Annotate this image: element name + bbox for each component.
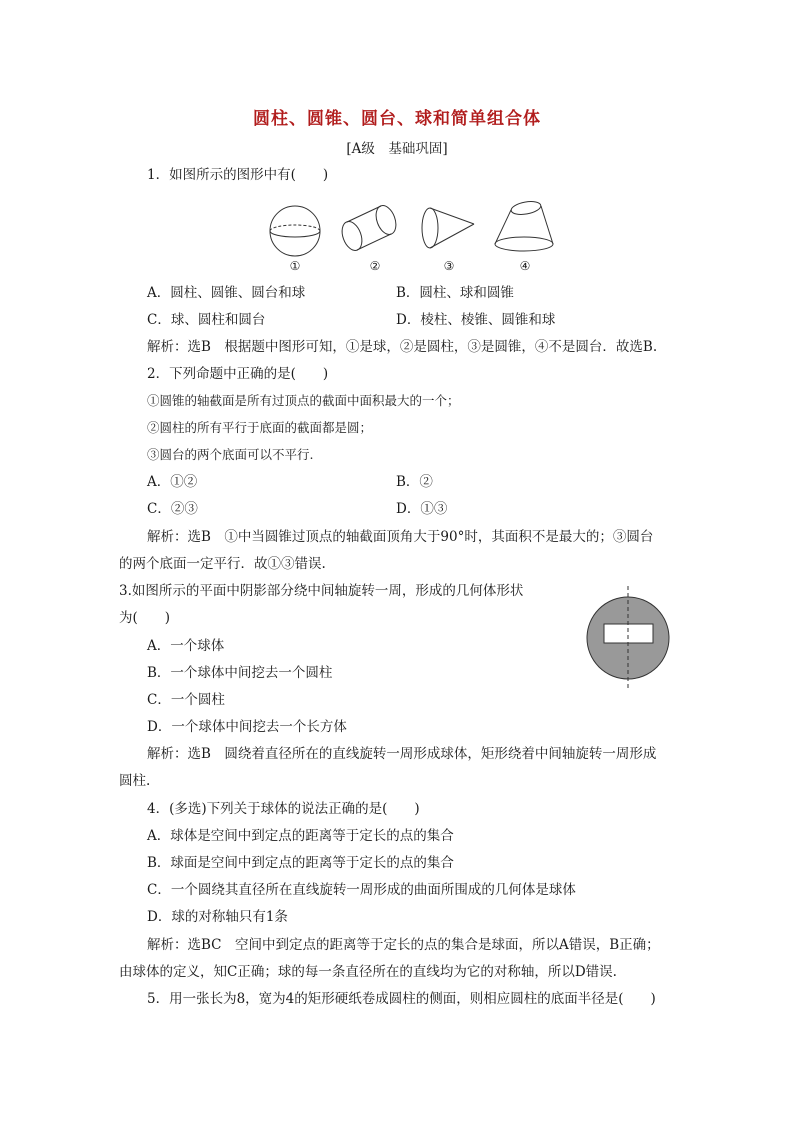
q4-option-a: A．球体是空间中到定点的距离等于定长的点的集合 xyxy=(147,828,454,844)
q1-analysis: 解析：选B 根据题中图形可知，①是球，②是圆柱，③是圆锥，④不是圆台．故选B. xyxy=(147,339,658,355)
q3-option-c: C．一个圆柱 xyxy=(147,692,225,708)
q4-analysis-line-1: 解析：选BC 空间中到定点的距离等于定长的点的集合是球面，所以A错误，B正确； xyxy=(147,937,660,953)
q4-stem: 4．(多选)下列关于球体的说法正确的是( ) xyxy=(147,801,420,817)
q2-stem: 2．下列命题中正确的是( ) xyxy=(147,366,329,382)
figure-label-2: ② xyxy=(369,259,381,273)
q3-stem-line-2: 为( ) xyxy=(119,610,171,626)
figure-label-1: ① xyxy=(289,259,301,273)
figure-label-3: ③ xyxy=(443,259,455,273)
q4-option-d: D．球的对称轴只有1条 xyxy=(147,909,288,925)
sphere-figure xyxy=(270,206,320,256)
q2-statement-3: ③圆台的两个底面可以不平行. xyxy=(147,447,314,462)
q3-option-b: B．一个球体中间挖去一个圆柱 xyxy=(147,665,333,681)
q2-option-c: C．②③ xyxy=(147,501,198,517)
q2-statement-2: ②圆柱的所有平行于底面的截面都是圆； xyxy=(147,420,373,435)
q1-stem: 1．如图所示的图形中有( ) xyxy=(147,167,329,183)
q3-option-d: D．一个球体中间挖去一个长方体 xyxy=(147,719,347,735)
cone-figure xyxy=(422,208,474,248)
q3-analysis-line-1: 解析：选B 圆绕着直径所在的直线旋转一周形成球体，矩形绕着中间轴旋转一周形成 xyxy=(147,746,657,762)
q3-rotation-figure xyxy=(583,586,673,690)
q3-stem-line-1: 3.如图所示的平面中阴影部分绕中间轴旋转一周，形成的几何体形状 xyxy=(119,583,524,599)
section-subtitle: [A级 基础巩固] xyxy=(346,141,448,157)
q3-option-a: A．一个球体 xyxy=(147,638,225,654)
q4-option-c: C．一个圆绕其直径所在直线旋转一周形成的曲面所围成的几何体是球体 xyxy=(147,882,576,898)
q2-option-d: D．①③ xyxy=(396,501,448,517)
q2-analysis-line-1: 解析：选B ①中当圆锥过顶点的轴截面顶角大于90°时，其面积不是最大的；③圆台 xyxy=(147,529,654,545)
cylinder-figure xyxy=(338,203,399,253)
q2-option-a: A．①② xyxy=(147,474,198,490)
q2-statement-1: ①圆锥的轴截面是所有过顶点的截面中面积最大的一个； xyxy=(147,393,460,408)
q1-figures xyxy=(264,198,564,278)
q1-option-d: D．棱柱、棱锥、圆锥和球 xyxy=(396,312,556,328)
q2-analysis-line-2: 的两个底面一定平行．故①③错误. xyxy=(119,556,326,572)
frustum-figure xyxy=(495,199,553,251)
q4-analysis-line-2: 由球体的定义，知C正确；球的每一条直径所在的直线均为它的对称轴，所以D错误. xyxy=(119,964,617,980)
q1-solids-drawing xyxy=(264,198,564,258)
q1-option-a: A．圆柱、圆锥、圆台和球 xyxy=(147,285,306,301)
q1-option-b: B．圆柱、球和圆锥 xyxy=(396,285,514,301)
q5-stem: 5．用一张长为8，宽为4的矩形硬纸卷成圆柱的侧面，则相应圆柱的底面半径是( ) xyxy=(147,991,656,1007)
q4-option-b: B．球面是空间中到定点的距离等于定长的点的集合 xyxy=(147,855,454,871)
q3-analysis-line-2: 圆柱. xyxy=(119,773,151,789)
page-title: 圆柱、圆锥、圆台、球和简单组合体 xyxy=(253,109,541,129)
figure-label-4: ④ xyxy=(519,259,531,273)
q1-option-c: C．球、圆柱和圆台 xyxy=(147,312,266,328)
q2-option-b: B．② xyxy=(396,474,433,490)
